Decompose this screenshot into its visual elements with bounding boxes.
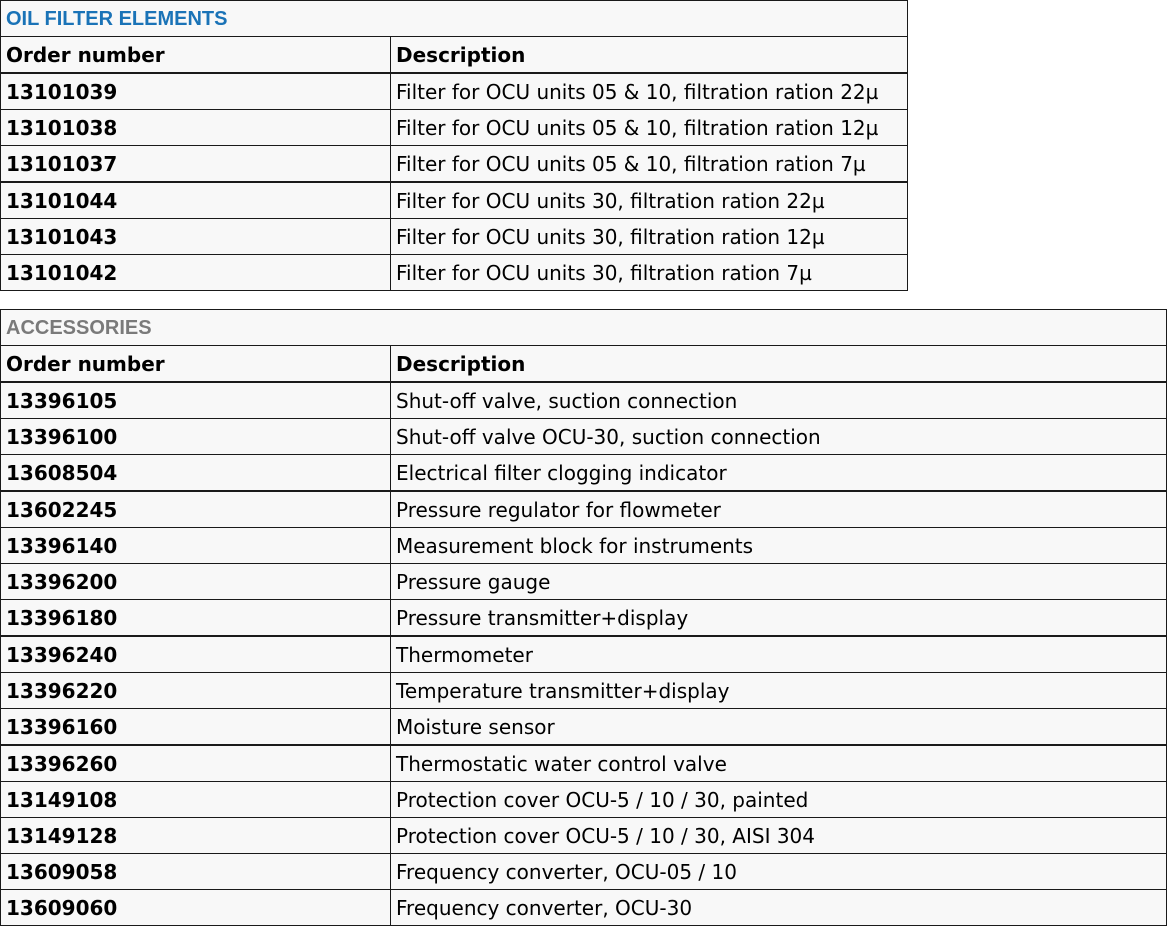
table-row [1,528,1167,564]
description-header: Description [391,346,1167,383]
table-row [1,564,1167,600]
table-row [1,146,908,183]
table-row [1,745,1167,782]
order-number-cell: 13101044 [1,182,391,219]
order-number-cell: 13396180 [1,600,391,637]
table-row [1,600,1167,637]
order-number-cell: 13149128 [1,818,391,854]
order-number-cell: 13101042 [1,255,391,291]
order-number-cell: 13101038 [1,110,391,146]
description-cell: Shut-off valve, suction connection [391,382,1167,419]
section-title-row [1,310,1167,346]
header-row [1,346,1167,383]
order-number-cell: 13609060 [1,890,391,926]
order-number-cell: 13602245 [1,491,391,528]
oil-filter-body [1,1,908,291]
description-cell: Frequency converter, OCU-05 / 10 [391,854,1167,890]
table-row [1,673,1167,709]
section-title-row [1,1,908,37]
table-row [1,182,908,219]
table-row [1,455,1167,492]
description-cell: Frequency converter, OCU-30 [391,890,1167,926]
description-cell: Filter for OCU units 05 & 10, filtration ration 12µ [391,110,908,146]
order-number-cell: 13609058 [1,854,391,890]
description-cell: Filter for OCU units 05 & 10, filtration ration 7µ [391,146,908,183]
description-cell: Thermostatic water control valve [391,745,1167,782]
table-row [1,382,1167,419]
description-cell: Filter for OCU units 05 & 10, filtration ration 22µ [391,73,908,110]
table-row [1,782,1167,818]
description-cell: Thermometer [391,636,1167,673]
order-number-cell: 13396105 [1,382,391,419]
description-header: Description [391,37,908,74]
order-number-cell: 13396100 [1,419,391,455]
description-cell: Moisture sensor [391,709,1167,746]
table-row [1,854,1167,890]
order-number-cell: 13396140 [1,528,391,564]
order-number-header: Order number [1,37,391,74]
accessories-table [0,309,1167,926]
order-number-cell: 13396220 [1,673,391,709]
table-row [1,636,1167,673]
order-number-cell: 13396260 [1,745,391,782]
order-number-cell: 13396240 [1,636,391,673]
description-cell: Protection cover OCU-5 / 10 / 30, AISI 304 [391,818,1167,854]
accessories-body [1,310,1167,926]
section-title: OIL FILTER ELEMENTS [1,1,908,37]
table-row [1,73,908,110]
header-row [1,37,908,74]
description-cell: Pressure gauge [391,564,1167,600]
oil-filter-elements-table [0,0,908,291]
description-cell: Pressure regulator for flowmeter [391,491,1167,528]
order-number-cell: 13101037 [1,146,391,183]
table-row [1,419,1167,455]
table-row [1,255,908,291]
description-cell: Filter for OCU units 30, filtration ration 12µ [391,219,908,255]
table-row [1,890,1167,926]
order-number-cell: 13608504 [1,455,391,492]
table-row [1,219,908,255]
order-number-cell: 13396160 [1,709,391,746]
description-cell: Measurement block for instruments [391,528,1167,564]
order-number-cell: 13149108 [1,782,391,818]
table-row [1,110,908,146]
order-number-header: Order number [1,346,391,383]
order-number-cell: 13101039 [1,73,391,110]
table-row [1,818,1167,854]
table-row [1,709,1167,746]
description-cell: Protection cover OCU-5 / 10 / 30, painted [391,782,1167,818]
order-number-cell: 13396200 [1,564,391,600]
table-row [1,491,1167,528]
section-title: ACCESSORIES [1,310,1167,346]
description-cell: Temperature transmitter+display [391,673,1167,709]
description-cell: Shut-off valve OCU-30, suction connection [391,419,1167,455]
description-cell: Filter for OCU units 30, filtration ration 22µ [391,182,908,219]
description-cell: Electrical filter clogging indicator [391,455,1167,492]
order-number-cell: 13101043 [1,219,391,255]
description-cell: Pressure transmitter+display [391,600,1167,637]
description-cell: Filter for OCU units 30, filtration ration 7µ [391,255,908,291]
